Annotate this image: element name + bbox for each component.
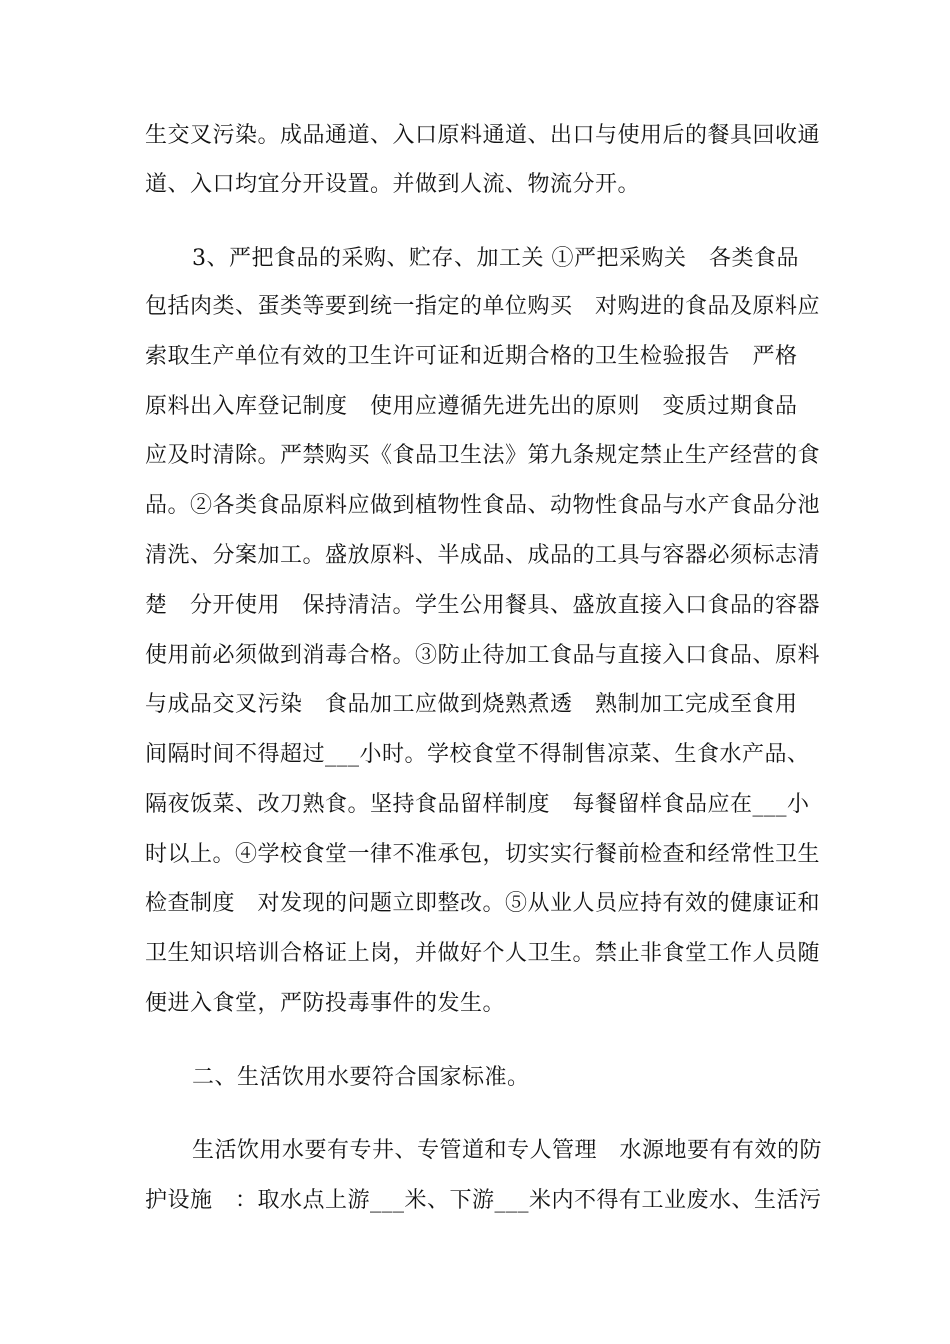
- text-line: 卫生知识培训合格证上岗，并做好个人卫生。禁止非食堂工作人员随: [145, 941, 821, 966]
- text-line: 生交叉污染。成品通道、入口原料通道、出口与使用后的餐具回收通: [145, 123, 821, 148]
- text-line: 检查制度 对发现的问题立即整改。⑤从业人员应持有效的健康证和: [145, 891, 821, 916]
- text-line: 包括肉类、蛋类等要到统一指定的单位购买 对购进的食品及原料应: [145, 294, 821, 319]
- section-heading: 二、生活饮用水要符合国家标准。: [192, 1065, 530, 1090]
- text-line: 生活饮用水要有专井、专管道和专人管理 水源地要有有效的防: [192, 1138, 823, 1163]
- text-line: 时以上。④学校食堂一律不准承包，切实实行餐前检查和经常性卫生: [145, 842, 821, 867]
- text-line: 隔夜饭菜、改刀熟食。坚持食品留样制度 每餐留样食品应在___小: [145, 792, 810, 817]
- text-line: 道、入口均宜分开设置。并做到人流、物流分开。: [145, 172, 641, 197]
- text-line: 使用前必须做到消毒合格。③防止待加工食品与直接入口食品、原料: [145, 643, 821, 668]
- text-line: 原料出入库登记制度 使用应遵循先进先出的原则 变质过期食品: [145, 394, 798, 419]
- text-line: 应及时清除。严禁购买《食品卫生法》第九条规定禁止生产经营的食: [145, 443, 821, 468]
- text-line: 楚 分开使用 保持清洁。学生公用餐具、盛放直接入口食品的容器: [145, 593, 821, 618]
- section-heading: 3、严把食品的采购、贮存、加工关 ①严把采购关 各类食品: [192, 246, 799, 271]
- text-line: 与成品交叉污染 食品加工应做到烧熟煮透 熟制加工完成至食用: [145, 692, 798, 717]
- text-line: 品。②各类食品原料应做到植物性食品、动物性食品与水产食品分池: [145, 493, 821, 518]
- text-line: 间隔时间不得超过___小时。学校食堂不得制售凉菜、生食水产品、: [145, 742, 810, 767]
- text-line: 索取生产单位有效的卫生许可证和近期合格的卫生检验报告 严格: [145, 344, 798, 369]
- text-line: 清洗、分案加工。盛放原料、半成品、成品的工具与容器必须标志清: [145, 543, 821, 568]
- text-line: 护设施 ：取水点上游___米、下游___米内不得有工业废水、生活污: [145, 1188, 822, 1213]
- text-line: 便进入食堂，严防投毒事件的发生。: [145, 991, 506, 1016]
